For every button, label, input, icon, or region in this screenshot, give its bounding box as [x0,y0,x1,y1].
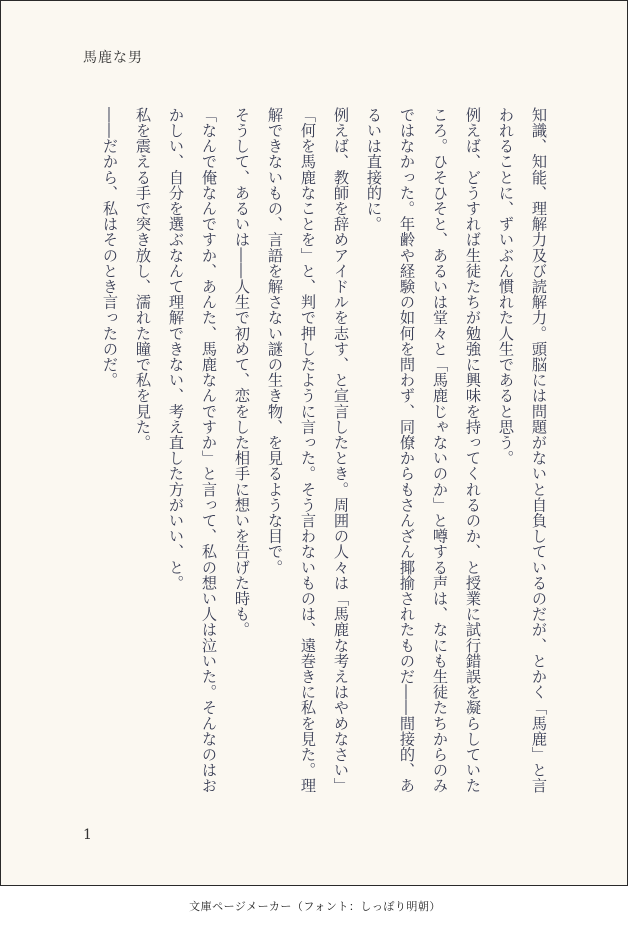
paragraph: 例えば、教師を辞めアイドルを志す、と宣言したとき。周囲の人々は「馬鹿な考えはやめなさい」「何を馬鹿なことを」と、判で押したように言った。そう言わないものは、遠巻きに私を見た。理解できないもの、言語を解さない謎の生き物、を見るような目で。 [266,107,350,794]
running-title: 馬鹿な男 [83,50,143,66]
paragraph: 私を震える手で突き放し、濡れた瞳で私を見た。 [134,107,152,451]
paragraph: 知識、知能、理解力及び読解力。頭脳には問題がないと自負しているのだが、とかく「馬鹿」と言われることに、ずいぶん慣れた人生であると思う。 [497,107,548,794]
paragraph: 例えば、どうすれば生徒たちが勉強に興味を持ってくれるのか、と授業に試行錯誤を凝らしていたころ。ひそひそと、あるいは堂々と「馬鹿じゃないのか」と噂する声は、なにも生徒たちからのみではなかった。年齢や経験の如何を問わず、同僚からもさんざん揶揄されたものだ――間接的、あるいは直接的に。 [365,107,482,794]
paragraph: そうして、あるいは――人生で初めて、恋をした相手に想いを告げた時も。 [233,107,251,638]
page-number: 1 [83,827,92,843]
vertical-body-text [93,107,555,797]
paragraph: 「なんで俺なんですか、あんた、馬鹿なんですか」と言って、私の想い人は泣いた。そんなのはおかしい、自分を選ぶなんて理解できない、考え直した方がいい、と。 [167,107,218,794]
footer-caption: 文庫ページメーカー（フォント：しっぽり明朝） [189,900,441,913]
paragraph: ――だから、私はそのとき言ったのだ。 [101,107,119,388]
